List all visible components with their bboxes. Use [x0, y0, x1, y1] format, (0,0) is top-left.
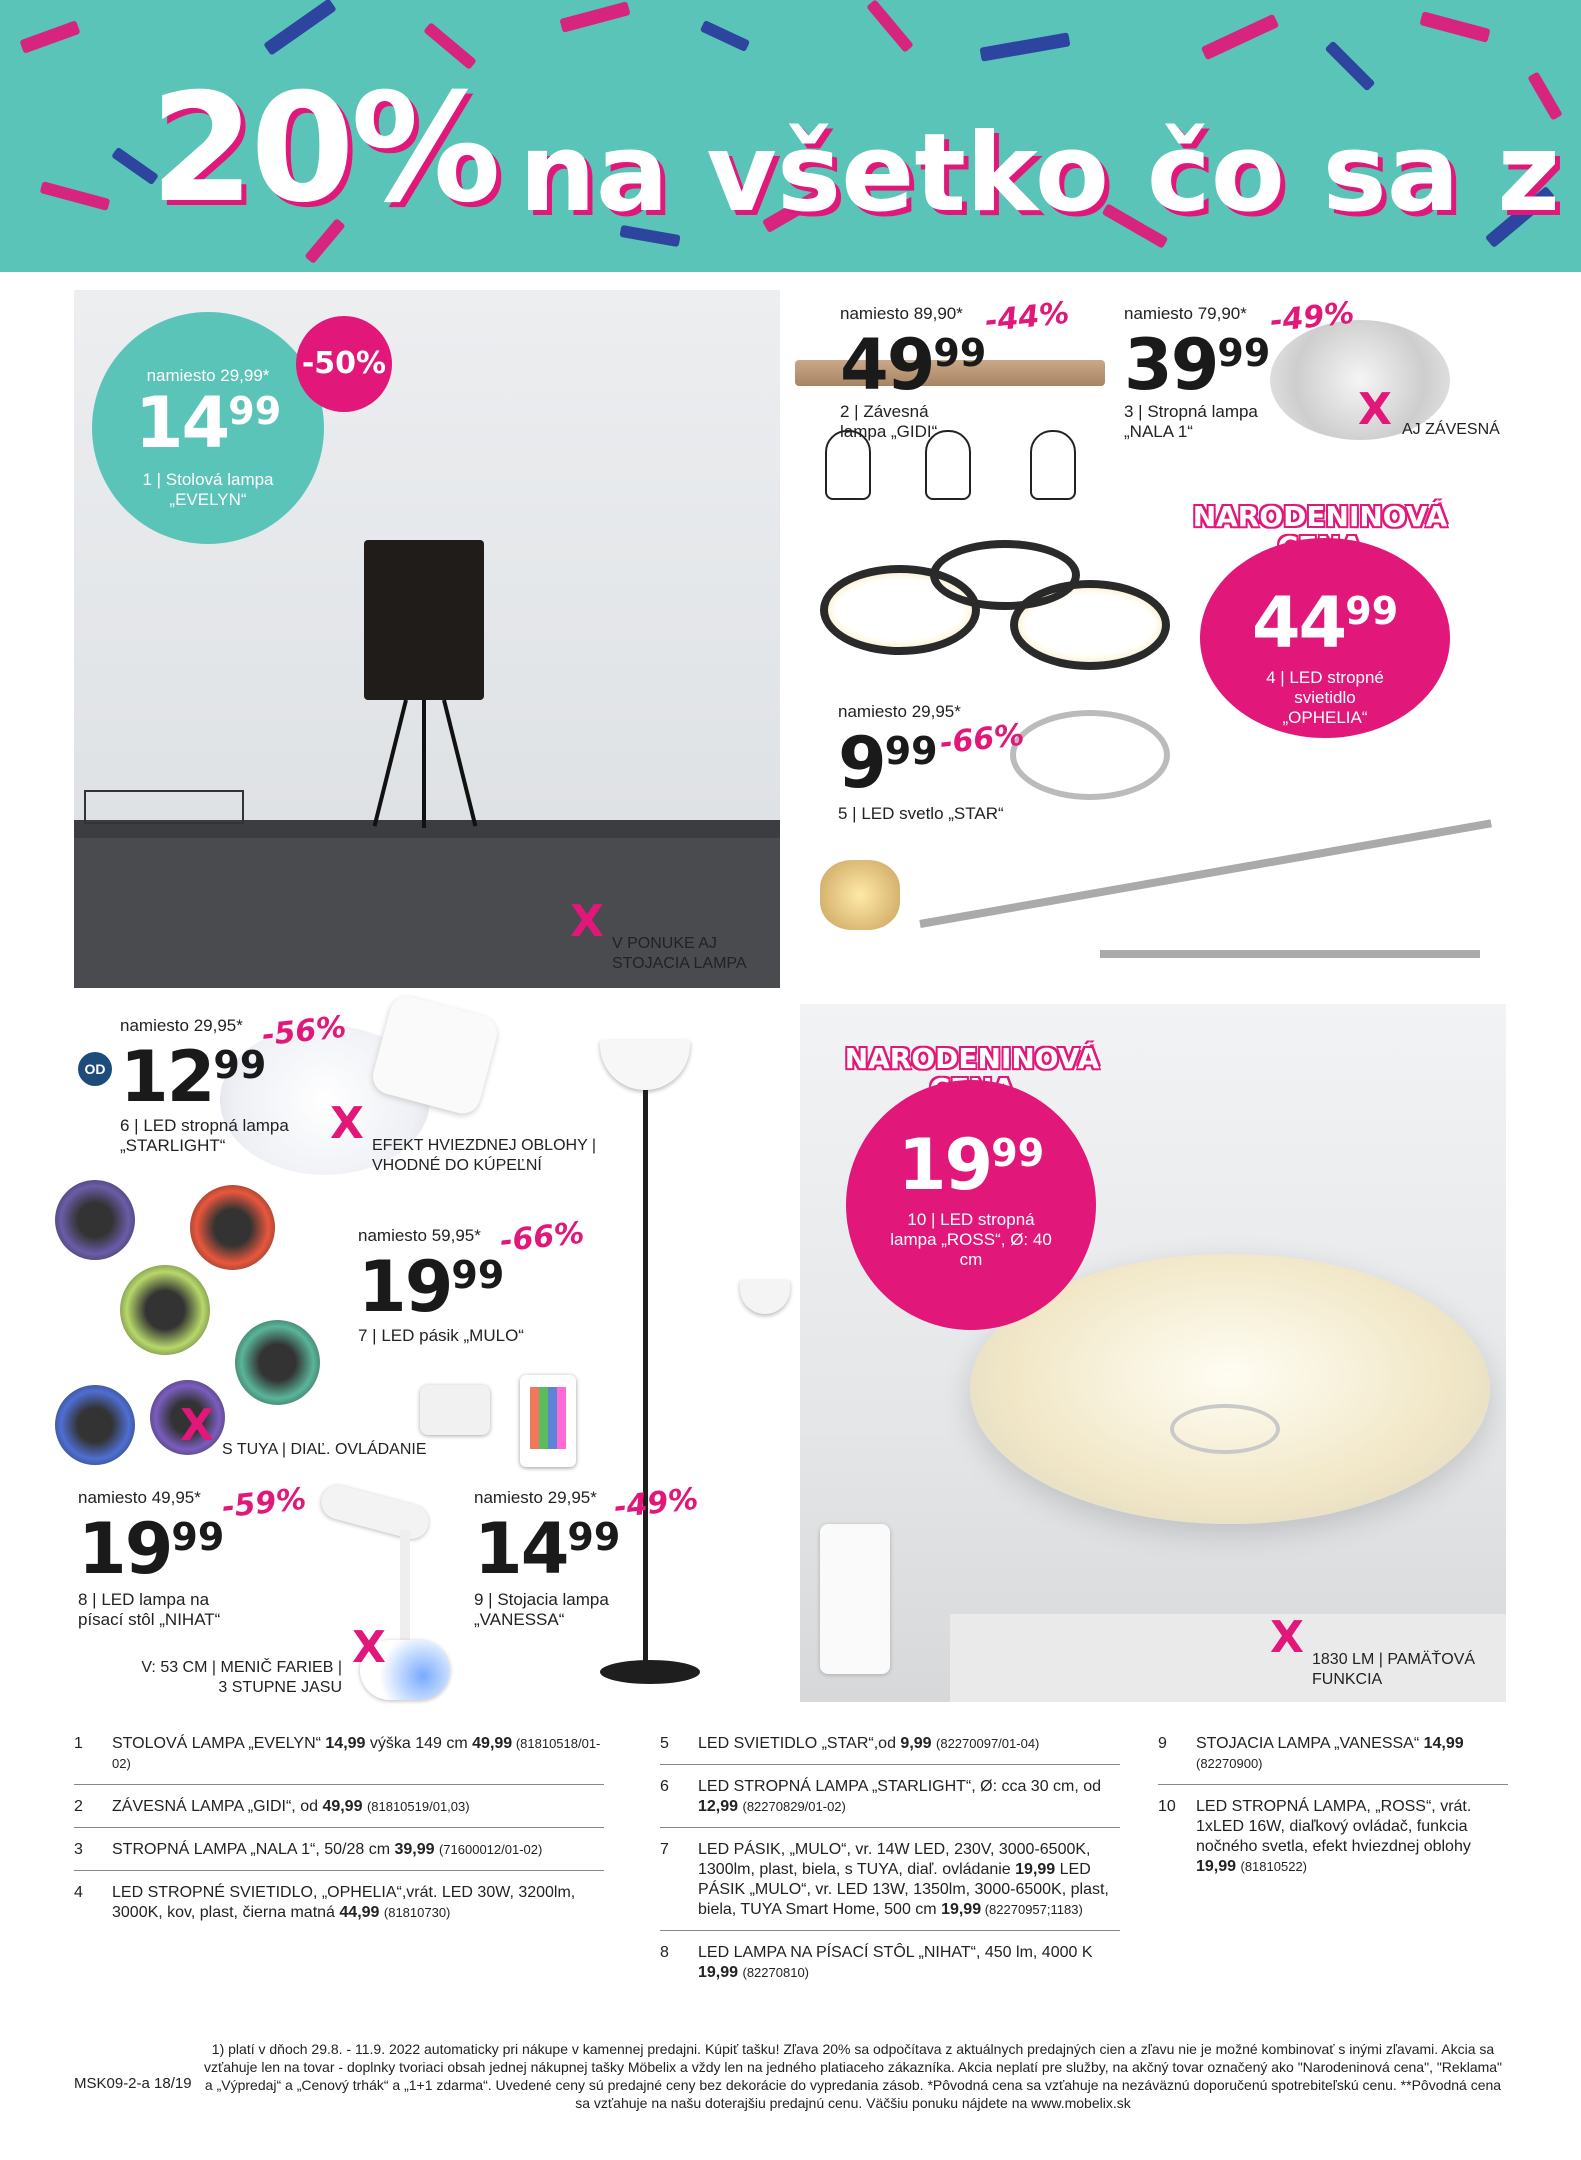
list-item-code: (82270810): [742, 1965, 809, 1980]
list-item: [660, 1840, 1120, 1931]
list-item-code: (82270829/01-02): [742, 1799, 846, 1814]
list-item-price: 19,99: [1015, 1861, 1056, 1878]
discount: -66%: [498, 1215, 586, 1260]
list-item-price-2: 49,99: [472, 1735, 513, 1752]
list-item-code: (81810519/01,03): [366, 1799, 470, 1814]
old-price: namiesto 89,90*: [840, 304, 963, 323]
product-name: 5 | LED svetlo „STAR“: [838, 804, 1004, 823]
list-column-2: [660, 1734, 1120, 1995]
x-mark-icon: X: [352, 1622, 386, 1673]
list-item-text: LED STROPNÁ LAMPA „STARLIGHT“, Ø: cca 30 cm, od: [698, 1778, 1102, 1795]
note-nihat: V: 53 CM | MENIČ FARIEB | 3 STUPNE JASU: [141, 1659, 342, 1696]
list-item-number: 4: [74, 1884, 83, 1901]
legal-footer: 1) platí v dňoch 29.8. - 11.9. 2022 automaticky pri nákupe v kamennej predajni. Kúpiť tašku! Zľava 20% sa odpočítava z aktuálnych predajných cien a zľavu nie je možné kombinovať s inými zľavami. Akcia sa vzťahuje len na tovar - doplnky tvoriaci obsah jednej nákupnej tašky Möbelix a vždy len na jedného platiaceho zákazníka. Akcia neplatí pre služby, na akčný tovar označený ako "Narodeninová cena", "Reklama" a „Výpredaj“ a „Cenový trhák“ a „1+1 zdarma“. Uvedené ceny sú predajné ceny bez dekorácie do vypredania zásob. *Pôvodná cena sa vzťahuje na nezáväznú doporučenú spotrebiteľskú cenu. **Pôvodná cena sa vzťahuje na našu doterajšiu predajnú cenu. Väčšiu ponuku nájdete na www.mobelix.sk: [203, 2041, 1503, 2111]
price: 4999: [840, 324, 987, 406]
x-mark-icon: X: [1270, 1612, 1304, 1663]
x-mark-icon: X: [330, 1098, 364, 1149]
product-name: 9 | Stojacia lampa „VANESSA“: [474, 1590, 609, 1629]
list-item-text: LED PÁSIK, „MULO“, vr. 14W LED, 230V, 3000-6500K, 1300lm, plast, biela, s TUYA, diaľ. ovládanie: [698, 1841, 1091, 1878]
price: 3999: [1124, 324, 1271, 406]
discount: -44%: [983, 295, 1071, 340]
list-item: [74, 1883, 604, 1923]
product-name: 4 | LED stropné svietidlo „OPHELIA“: [1266, 668, 1384, 727]
list-item-price: 9,99: [900, 1735, 932, 1752]
birthday-label: NARODENINOVÁ: [1192, 500, 1448, 533]
list-item-text-2: výška 149 cm: [365, 1735, 473, 1752]
price-circle-ross: [846, 1080, 1096, 1330]
old-price: namiesto 49,95*: [78, 1488, 201, 1507]
list-item-code: (81810730): [383, 1905, 451, 1920]
list-item-text: LED LAMPA NA PÍSACÍ STÔL „NIHAT“, 450 lm, 4000 K: [698, 1944, 1093, 1961]
list-item-text: LED STROPNÁ LAMPA, „ROSS“, vrát. 1xLED 16W, diaľkový ovládač, funkcia nočného svetla, efekt hviezdnej oblohy: [1196, 1798, 1472, 1855]
banner: [0, 0, 1581, 272]
x-mark-icon: X: [180, 1400, 214, 1451]
list-item-text: STROPNÁ LAMPA „NALA 1“, 50/28 cm: [112, 1841, 395, 1858]
price-circle-evelyn: [92, 312, 324, 544]
old-price: namiesto 29,95*: [838, 702, 961, 721]
headline: [150, 62, 1560, 236]
list-item-text-2: LED PÁSIK „MULO“, vr. LED 13W, 1350lm, 3000-6500K, plast, biela, TUYA Smart Home, 500 cm: [698, 1861, 1109, 1918]
list-item-code: (82270957;1183): [981, 1902, 1083, 1917]
list-item-code: (81810518/01-02): [112, 1736, 601, 1771]
list-item-number: 2: [74, 1798, 83, 1815]
catalog-code: MSK09-2-a 18/19: [74, 2075, 192, 2092]
list-item: [1158, 1734, 1508, 1785]
list-item-number: 3: [74, 1841, 83, 1858]
list-item: [74, 1734, 604, 1785]
discount: -66%: [938, 717, 1026, 762]
price: 1499: [134, 382, 282, 464]
list-item-price: 39,99: [394, 1841, 435, 1858]
old-price: namiesto 29,99*: [146, 366, 270, 385]
list-item-number: 10: [1158, 1798, 1176, 1815]
price: 1999: [78, 1508, 225, 1590]
headline-text: na všetko čo sa z: [519, 111, 1561, 236]
old-price: namiesto 29,95*: [474, 1488, 597, 1507]
price: 1999: [897, 1124, 1045, 1206]
x-mark-icon: X: [570, 896, 604, 947]
old-price: namiesto 29,95*: [120, 1016, 243, 1035]
list-item: [74, 1797, 604, 1828]
old-price: namiesto 59,95*: [358, 1226, 481, 1245]
list-item-price: 14,99: [325, 1735, 366, 1752]
list-item-text: LED STROPNÉ SVIETIDLO, „OPHELIA“,vrát. LED 30W, 3200lm, 3000K, kov, plast, čierna matná: [112, 1884, 576, 1921]
list-item: [74, 1840, 604, 1871]
discount: -59%: [220, 1481, 308, 1526]
list-item-price: 12,99: [698, 1798, 739, 1815]
product-name: 7 | LED pásik „MULO“: [358, 1326, 524, 1345]
list-item-price: 19,99: [1196, 1858, 1237, 1875]
birthday-label: NARODENINOVÁ: [844, 1042, 1100, 1075]
old-price: namiesto 79,90*: [1124, 304, 1247, 323]
price: 1299: [120, 1036, 267, 1118]
list-item-price-2: 19,99: [941, 1901, 982, 1918]
list-item-text: STOJACIA LAMPA „VANESSA“: [1196, 1735, 1424, 1752]
list-item-code: (82270900): [1196, 1756, 1263, 1771]
list-column-3: [1158, 1734, 1508, 1889]
discount: -49%: [612, 1481, 700, 1526]
note-ross: 1830 LM | PAMÄŤOVÁ FUNKCIA: [1312, 1651, 1476, 1688]
photo-ophelia: [810, 540, 1190, 680]
discount: -56%: [260, 1009, 348, 1054]
list-item-code: (71600012/01-02): [438, 1842, 543, 1857]
list-item-code: (81810522): [1240, 1859, 1307, 1874]
discount: -49%: [1268, 295, 1356, 340]
note-starlight: EFEKT HVIEZDNEJ OBLOHY | VHODNÉ DO KÚPEĽNÍ: [372, 1137, 597, 1174]
product-name: 6 | LED stropná lampa „STARLIGHT“: [120, 1116, 289, 1155]
note-evelyn: V PONUKE AJ STOJACIA LAMPA: [612, 935, 747, 972]
note-nala: AJ ZÁVESNÁ: [1402, 421, 1500, 438]
list-item-price: 44,99: [339, 1904, 380, 1921]
list-item: [1158, 1797, 1508, 1877]
note-mulo: S TUYA | DIAĽ. OVLÁDANIE: [222, 1441, 427, 1458]
product-name: 2 | Závesná lampa „GIDI“: [840, 402, 938, 441]
list-item-text: STOLOVÁ LAMPA „EVELYN“: [112, 1735, 326, 1752]
list-item-text: LED SVIETIDLO „STAR“,od: [698, 1735, 901, 1752]
photo-mulo: [0, 1170, 340, 1480]
product-name: 3 | Stropná lampa „NALA 1“: [1124, 402, 1258, 441]
list-item-code: (82270097/01-04): [936, 1736, 1040, 1751]
list-item-number: 5: [660, 1735, 669, 1752]
headline-percent: 20%: [150, 62, 498, 236]
list-item-price: 14,99: [1423, 1735, 1464, 1752]
list-item-number: 6: [660, 1778, 669, 1795]
photo-mulo-remote: [520, 1375, 576, 1467]
list-item-text: ZÁVESNÁ LAMPA „GIDI“, od: [112, 1798, 323, 1815]
price: 999: [838, 722, 938, 804]
x-mark-icon: X: [1358, 384, 1392, 435]
product-name: 8 | LED lampa na písací stôl „NIHAT“: [78, 1590, 221, 1629]
list-item: [660, 1943, 1120, 1983]
product-name: 1 | Stolová lampa „EVELYN“: [142, 470, 274, 509]
od-badge: OD: [78, 1052, 112, 1086]
product-name: 10 | LED stropná lampa „ROSS“, Ø: 40 cm: [890, 1210, 1052, 1269]
list-item-number: 8: [660, 1944, 669, 1961]
list-item-number: 1: [74, 1735, 83, 1752]
list-item-number: 9: [1158, 1735, 1167, 1752]
price: 4499: [1251, 582, 1399, 664]
photo-mulo-adapter: [420, 1385, 490, 1435]
price: 1999: [358, 1246, 505, 1328]
list-item-price: 19,99: [698, 1964, 739, 1981]
list-item: [660, 1777, 1120, 1828]
list-item-price: 49,99: [322, 1798, 363, 1815]
list-item: [660, 1734, 1120, 1765]
discount-badge-evelyn: -50%: [296, 316, 392, 412]
list-column-1: [74, 1734, 604, 1935]
price: 1499: [474, 1508, 621, 1590]
list-item-number: 7: [660, 1841, 669, 1858]
